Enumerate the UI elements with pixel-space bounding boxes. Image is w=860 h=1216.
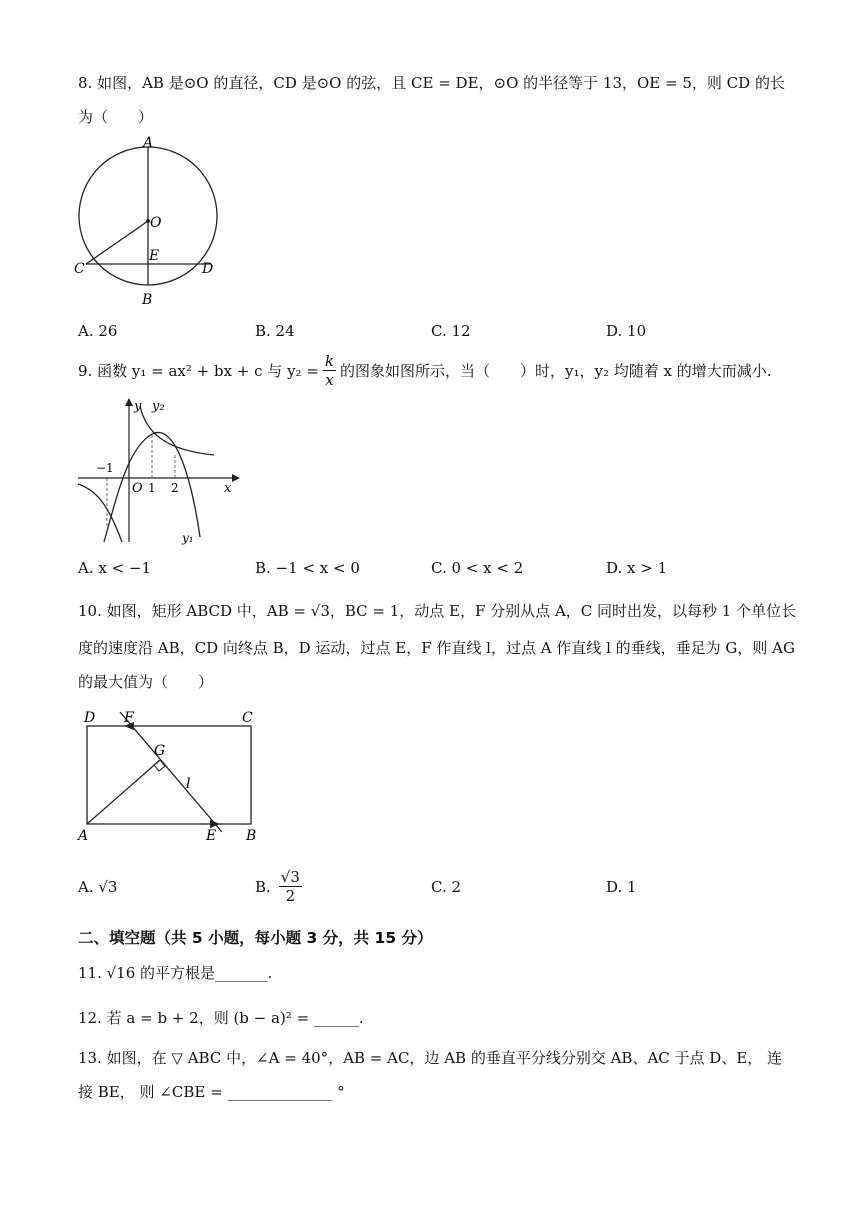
radius-oc xyxy=(86,221,148,264)
y-axis-arrow xyxy=(125,398,133,406)
label-x: x xyxy=(224,481,232,496)
q8-option-b[interactable]: B. 24 xyxy=(255,322,295,340)
label-b: B xyxy=(246,828,257,844)
x-axis-arrow xyxy=(232,474,240,482)
label-a: A xyxy=(143,135,154,151)
q10-option-d[interactable]: D. 1 xyxy=(606,878,637,896)
q10-option-b-fraction xyxy=(279,868,302,905)
q10-text-line3: 的最大值为（ ） xyxy=(78,673,214,691)
label-e: E xyxy=(206,828,217,844)
label-g: G xyxy=(154,743,166,759)
q9-option-d[interactable]: D. x > 1 xyxy=(606,559,668,577)
q10-option-c[interactable]: C. 2 xyxy=(431,878,462,896)
label-y: y xyxy=(134,399,142,414)
label-c: C xyxy=(242,710,253,726)
q9-text-prefix: 9. 函数 y₁ = ax² + bx + c 与 y₂ = xyxy=(78,361,319,380)
q8-text-line2: 为（ ） xyxy=(78,108,154,126)
q10-option-b-den: 2 xyxy=(285,887,296,905)
q13-text-line1: 13. 如图，在 ▽ ABC 中，∠A = 40°，AB = AC，边 AB 的垂直平分线分别交 AB、AC 于点 D、E， 连 xyxy=(78,1049,783,1067)
label-two: 2 xyxy=(171,481,179,495)
q9-graph-figure xyxy=(74,392,244,550)
q10-option-a[interactable]: A. √3 xyxy=(78,878,118,896)
q9-text xyxy=(78,350,772,390)
q10-option-b-prefix: B. xyxy=(255,877,271,896)
label-o: O xyxy=(150,215,162,231)
q8-option-c[interactable]: C. 12 xyxy=(431,322,471,340)
q8-option-a[interactable]: A. 26 xyxy=(78,322,118,340)
label-c: C xyxy=(74,261,85,277)
q11-text: 11. √16 的平方根是_______. xyxy=(78,964,273,982)
q10-option-b-num: √3 xyxy=(280,868,300,886)
q12-text: 12. 若 a = b + 2，则 (b − a)² = ______. xyxy=(78,1009,364,1027)
q10-option-b[interactable] xyxy=(255,868,302,905)
q9-option-b[interactable]: B. −1 < x < 0 xyxy=(255,559,360,577)
label-f: F xyxy=(124,710,134,726)
label-b: B xyxy=(142,292,153,308)
q8-option-d[interactable]: D. 10 xyxy=(606,322,647,340)
q10-text-line2: 度的速度沿 AB，CD 向终点 B，D 运动，过点 E，F 作直线 l，过点 A 作直线 l 的垂线，垂足为 G，则 AG xyxy=(78,639,795,657)
q10-rectangle-figure xyxy=(74,702,274,844)
q9-fraction xyxy=(323,352,336,389)
label-one: 1 xyxy=(148,481,156,495)
section-heading: 二、填空题（共 5 小题，每小题 3 分，共 15 分） xyxy=(78,929,433,947)
q10-text-line1: 10. 如图，矩形 ABCD 中，AB = √3，BC = 1，动点 E，F 分别从点 A，C 同时出发，以每秒 1 个单位长 xyxy=(78,602,797,620)
label-d: D xyxy=(84,710,96,726)
label-y2: y₂ xyxy=(152,399,165,414)
q8-text-line1: 8. 如图，AB 是⊙O 的直径，CD 是⊙O 的弦，且 CE = DE，⊙O 的半径等于 13，OE = 5，则 CD 的长 xyxy=(78,74,785,92)
arrow-e xyxy=(210,820,220,828)
q9-text-suffix: 的图象如图所示，当（ ）时，y₁，y₂ 均随着 x 的增大而减小. xyxy=(339,361,772,380)
q9-frac-num: k xyxy=(324,351,334,370)
label-a: A xyxy=(78,828,89,844)
rectangle-abcd xyxy=(87,726,251,824)
q8-options xyxy=(78,322,798,348)
segment-ag xyxy=(87,760,160,824)
q9-frac-den: x xyxy=(325,370,334,389)
q10-options xyxy=(78,864,798,916)
label-d: D xyxy=(202,261,214,277)
q9-options xyxy=(78,559,798,585)
label-l: l xyxy=(186,776,191,792)
hyperbola-y2-left xyxy=(78,484,122,542)
label-minus1: −1 xyxy=(96,461,114,475)
q8-circle-figure xyxy=(70,135,230,310)
q13-text-line2: 接 BE， 则 ∠CBE = ______________ ° xyxy=(78,1083,345,1101)
label-e: E xyxy=(149,248,160,264)
label-origin: O xyxy=(132,481,143,496)
q9-option-c[interactable]: C. 0 < x < 2 xyxy=(431,559,524,577)
q9-option-a[interactable]: A. x < −1 xyxy=(78,559,152,577)
label-y1: y₁ xyxy=(182,531,194,545)
line-l xyxy=(120,712,222,832)
right-angle-mark xyxy=(154,760,165,771)
